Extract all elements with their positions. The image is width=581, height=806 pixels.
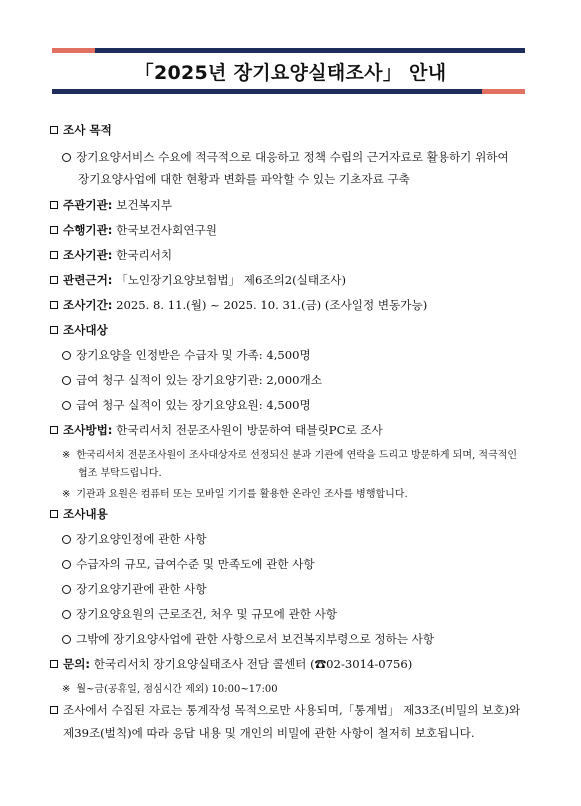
contact-note: ※ 월~금(공휴일, 점심시간 제외) 10:00~17:00 <box>62 684 278 695</box>
list-item: 급여 청구 실적이 있는 장기요양요원: 4,500명 <box>62 397 311 413</box>
reference-mark: ※ <box>62 684 71 695</box>
method-row <box>50 422 383 438</box>
purpose-text-2: 장기요양사업에 대한 현황과 변화를 파악할 수 있는 기초자료 구축 <box>78 172 410 186</box>
purpose-text-1: 장기요양서비스 수요에 적극적으로 대응하고 정책 수립의 근거자료로 활용하기 위하여 <box>62 149 509 165</box>
period-row <box>50 297 427 313</box>
period-label: 조사기간: <box>63 298 113 312</box>
circle-bullet-icon <box>62 635 71 644</box>
checkbox-square-icon <box>50 226 58 234</box>
method-note-1-cont: 협조 부탁드립니다. <box>78 468 162 479</box>
purpose-label: 조사 목적 <box>63 123 112 137</box>
executor-value: 한국보건사회연구원 <box>116 223 217 237</box>
method-note-2: ※ 기관과 요원은 컴퓨터 또는 모바일 기기를 활용한 온라인 조사를 병행합니다. <box>62 489 408 500</box>
executor-row <box>50 222 217 238</box>
list-item: 장기요양인정에 관한 사항 <box>62 531 207 547</box>
privacy-text-1: 조사에서 수집된 자료는 통계작성 목적으로만 사용되며,「통계법」 제33조(비밀의 보호)와 <box>50 702 520 718</box>
target-section <box>50 322 108 338</box>
list-item: 그밖에 장기요양사업에 관한 사항으로서 보건복지부령으로 정하는 사항 <box>62 631 434 647</box>
reference-mark: ※ <box>62 489 71 500</box>
list-item: 장기요양을 인정받은 수급자 및 가족: 4,500명 <box>62 347 311 363</box>
list-item: 수급자의 규모, 급여수준 및 만족도에 관한 사항 <box>62 556 315 572</box>
reference-mark: ※ <box>62 450 71 461</box>
footer-accent-bar <box>482 89 525 94</box>
host-row <box>50 197 172 213</box>
checkbox-square-icon <box>50 510 58 518</box>
checkbox-square-icon <box>50 301 58 309</box>
contact-label: 문의: <box>63 657 91 671</box>
page-title: 「2025년 장기요양실태조사」 안내 <box>134 62 447 84</box>
checkbox-square-icon <box>50 251 58 259</box>
circle-bullet-icon <box>62 376 71 385</box>
method-value: 한국리서치 전문조사원이 방문하여 태블릿PC로 조사 <box>116 423 383 437</box>
method-label: 조사방법: <box>63 423 113 437</box>
circle-bullet-icon <box>62 535 71 544</box>
surveyor-value: 한국리서치 <box>116 248 173 262</box>
basis-value: 「노인장기요양보험법」 제6조의2(실태조사) <box>116 273 346 287</box>
circle-bullet-icon <box>62 560 71 569</box>
checkbox-square-icon <box>50 660 58 668</box>
privacy-text-2: 제39조(벌칙)에 따라 응답 내용 및 개인의 비밀에 관한 사항이 철저히 보호됩니다. <box>63 726 475 740</box>
checkbox-square-icon <box>50 706 58 714</box>
basis-row <box>50 272 346 288</box>
method-note-1: ※ 한국리서치 전문조사원이 조사대상자로 선정되신 분과 기관에 연락을 드리고 방문하게 되며, 적극적인 <box>62 450 518 461</box>
footer-navy-bar <box>52 89 482 94</box>
list-item: 장기요양요원의 근로조건, 처우 및 규모에 관한 사항 <box>62 606 337 622</box>
checkbox-square-icon <box>50 201 58 209</box>
checkbox-square-icon <box>50 326 58 334</box>
target-label: 조사대상 <box>63 323 108 337</box>
circle-bullet-icon <box>62 585 71 594</box>
circle-bullet-icon <box>62 153 71 162</box>
executor-label: 수행기관: <box>63 223 113 237</box>
header-accent-bar <box>52 48 95 53</box>
host-value: 보건복지부 <box>116 198 173 212</box>
list-item: 장기요양기관에 관한 사항 <box>62 581 207 597</box>
contact-row <box>50 656 412 672</box>
contact-value: 한국리서치 장기요양실태조사 전담 콜센터 (☎02-3014-0756) <box>93 657 413 671</box>
surveyor-label: 조사기관: <box>63 248 113 262</box>
header-navy-bar <box>95 48 525 53</box>
purpose-section <box>50 122 112 138</box>
surveyor-row <box>50 247 172 263</box>
period-value: 2025. 8. 11.(월) ~ 2025. 10. 31.(금) (조사일정 변동가능) <box>116 298 428 312</box>
contents-label: 조사내용 <box>63 507 108 521</box>
checkbox-square-icon <box>50 276 58 284</box>
contents-section <box>50 506 108 522</box>
circle-bullet-icon <box>62 610 71 619</box>
circle-bullet-icon <box>62 351 71 360</box>
list-item: 급여 청구 실적이 있는 장기요양기관: 2,000개소 <box>62 372 322 388</box>
checkbox-square-icon <box>50 126 58 134</box>
checkbox-square-icon <box>50 426 58 434</box>
basis-label: 관련근거: <box>63 273 113 287</box>
circle-bullet-icon <box>62 401 71 410</box>
host-label: 주관기관: <box>63 198 113 212</box>
